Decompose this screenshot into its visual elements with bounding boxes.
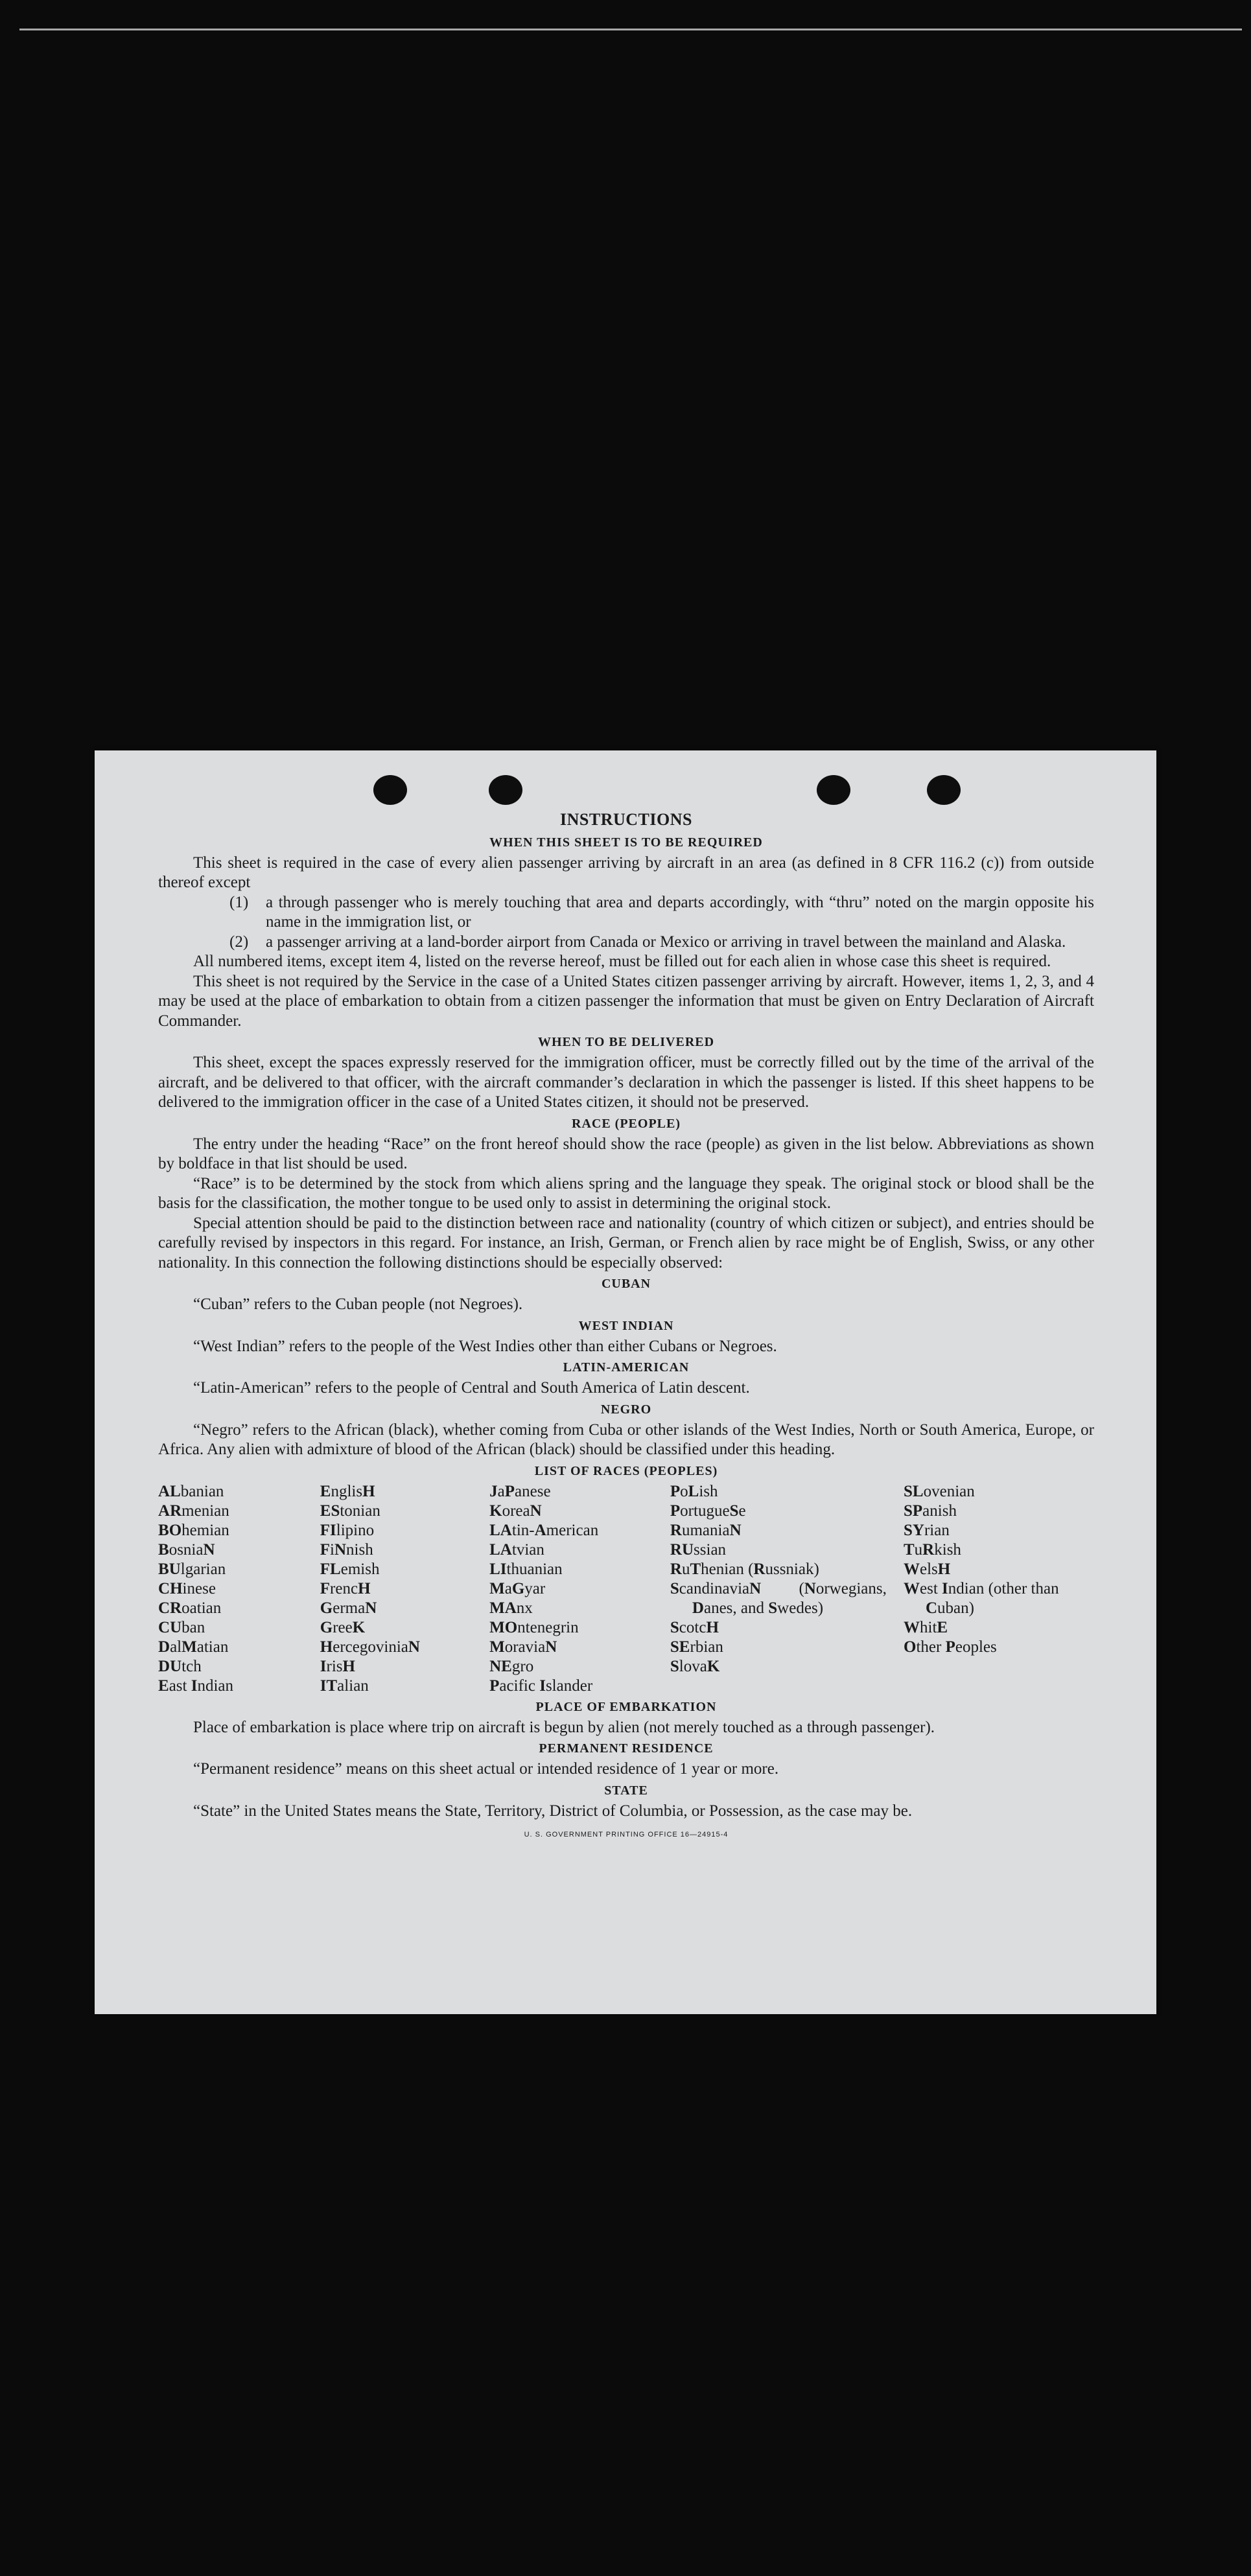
races-column	[670, 1482, 904, 1696]
printer-imprint: U. S. GOVERNMENT PRINTING OFFICE 16—24915-4	[524, 1831, 729, 1839]
race-entry: EnglisH	[320, 1482, 375, 1500]
section-heading-residence: PERMANENT RESIDENCE	[539, 1741, 714, 1756]
race-entry: RuThenian (Russniak)	[670, 1560, 819, 1578]
paragraph: “Cuban” refers to the Cuban people (not Negroes).	[193, 1295, 523, 1313]
race-entry: CRoatian	[158, 1599, 222, 1617]
race-entry: SYrian	[903, 1521, 950, 1539]
race-entry: IrisH	[320, 1657, 355, 1675]
race-entry: PortugueSe	[670, 1502, 746, 1520]
punch-hole	[373, 775, 407, 805]
race-entry: Other Peoples	[903, 1638, 997, 1656]
race-entry: East Indian	[158, 1677, 234, 1695]
paragraph: This sheet is not required by the Service in the case of a United States citizen passenger arriving by aircraft. However, items 1, 2, 3, and 4 may be used at the place of embarkation to obtain from a citizen passenger the information that must be given on Entry Declaration of Aircraft Commander.	[158, 972, 1094, 1030]
race-entry: BOhemian	[158, 1521, 229, 1539]
section-heading-west-indian: WEST INDIAN	[578, 1318, 674, 1333]
races-column	[320, 1482, 489, 1696]
list-item	[158, 893, 1094, 933]
item-number: (2)	[229, 933, 249, 951]
race-entry: LIthuanian	[489, 1560, 563, 1578]
race-entry: DUtch	[158, 1657, 202, 1675]
list-item	[158, 933, 1094, 953]
race-entry: BUlgarian	[158, 1560, 226, 1578]
race-entry: SlovaK	[670, 1657, 720, 1675]
race-entry: MoraviaN	[489, 1638, 557, 1656]
section-heading-race: RACE (PEOPLE)	[572, 1116, 681, 1131]
section-heading-required: WHEN THIS SHEET IS TO BE REQUIRED	[489, 835, 763, 850]
section-heading-latin-american: LATIN-AMERICAN	[563, 1360, 690, 1375]
race-entry: WhitE	[903, 1618, 948, 1636]
paragraph: “West Indian” refers to the people of the West Indies other than either Cubans or Negroes.	[193, 1337, 777, 1355]
section-heading-embarkation: PLACE OF EMBARKATION	[535, 1699, 717, 1714]
item-text: a passenger arriving at a land-border airport from Canada or Mexico or arriving in travel between the mainland and Alaska.	[266, 933, 1066, 951]
punch-hole	[817, 775, 850, 805]
item-text: a through passenger who is merely touching that area and departs accordingly, with “thru” noted on the margin opposite his name in the immigration list, or	[266, 893, 1094, 931]
race-entry: CUban	[158, 1618, 205, 1636]
paragraph: “State” in the United States means the State, Territory, District of Columbia, or Possession, as the case may be.	[193, 1802, 913, 1820]
race-entry: ScandinaviaN (Norwegians, Danes, and Swedes)	[670, 1579, 887, 1617]
paragraph: All numbered items, except item 4, listed on the reverse hereof, must be filled out for each alien in whose case this sheet is required.	[193, 953, 1051, 970]
paragraph: This sheet, except the spaces expressly reserved for the immigration officer, must be correctly filled out by the time of the arrival of the aircraft, and be delivered to that officer, with the aircraft commander’s declaration in which the passenger is listed. If this sheet happens to be delivered to the immigration officer in the case of a United States citizen, it should not be preserved.	[158, 1054, 1094, 1111]
paragraph: Place of embarkation is place where trip on aircraft is begun by alien (not merely touched as a through passenger).	[193, 1718, 935, 1736]
paragraph: “Permanent residence” means on this sheet actual or intended residence of 1 year or more.	[193, 1760, 779, 1778]
race-entry: PoLish	[670, 1482, 718, 1500]
page-title: INSTRUCTIONS	[560, 810, 692, 829]
race-entry: SLovenian	[903, 1482, 975, 1500]
paragraph: “Latin-American” refers to the people of Central and South America of Latin descent.	[193, 1379, 750, 1397]
section-heading-cuban: CUBAN	[601, 1277, 651, 1291]
race-entry: HercegoviniaN	[320, 1638, 420, 1656]
race-entry: DalMatian	[158, 1638, 229, 1656]
paragraph: Special attention should be paid to the distinction between race and nationality (country of which citizen or subject), and entries should be carefully revised by inspectors in this regard. For instance, an Irish, German, or French alien by race might be of English, Swiss, or any other nationality. In this connection the following distinctions should be especially observed:	[158, 1214, 1094, 1271]
race-entry: Pacific Islander	[489, 1677, 593, 1695]
paragraph: “Race” is to be determined by the stock from which aliens spring and the language they speak. The original stock or blood shall be the basis for the classification, the mother tongue to be used only to assist in determining the original stock.	[158, 1174, 1094, 1212]
paragraph: This sheet is required in the case of every alien passenger arriving by aircraft in an area (as defined in 8 CFR 116.2 (c)) from outside thereof except	[158, 853, 1094, 891]
punch-hole	[489, 775, 522, 805]
section-heading-state: STATE	[604, 1783, 648, 1798]
race-entry: FiNnish	[320, 1540, 373, 1559]
scan-edge-line	[19, 29, 1242, 30]
race-entry: MOntenegrin	[489, 1618, 579, 1636]
race-entry: BosniaN	[158, 1540, 215, 1559]
race-entry: NEgro	[489, 1657, 534, 1675]
race-entry: WelsH	[903, 1560, 951, 1578]
section-heading-negro: NEGRO	[600, 1402, 652, 1417]
race-entry: TuRkish	[903, 1540, 961, 1559]
instructions-body	[158, 810, 1094, 1845]
race-entry: GermaN	[320, 1599, 377, 1617]
race-entry: SPanish	[903, 1502, 957, 1520]
race-entry: RumaniaN	[670, 1521, 742, 1539]
section-heading-delivered: WHEN TO BE DELIVERED	[537, 1035, 715, 1049]
race-entry: LAtvian	[489, 1540, 544, 1559]
race-entry: FIlipino	[320, 1521, 375, 1539]
race-entry: FrencH	[320, 1579, 371, 1597]
race-entry: RUssian	[670, 1540, 727, 1559]
race-entry: EStonian	[320, 1502, 380, 1520]
races-column	[904, 1482, 1094, 1696]
race-entry: KoreaN	[489, 1502, 542, 1520]
paragraph: “Negro” refers to the African (black), whether coming from Cuba or other islands of the West Indies, North or South America, Europe, or Africa. Any alien with admixture of blood of the African (black) should be classified under this heading.	[158, 1421, 1094, 1458]
race-entry: ScotcH	[670, 1618, 719, 1636]
race-entry: ARmenian	[158, 1502, 229, 1520]
race-entry: ALbanian	[158, 1482, 224, 1500]
race-entry: MaGyar	[489, 1579, 546, 1597]
race-entry: JaPanese	[489, 1482, 551, 1500]
race-entry: LAtin-American	[489, 1521, 599, 1539]
races-list	[158, 1482, 1094, 1696]
document-sheet	[95, 750, 1156, 2014]
race-entry: MAnx	[489, 1599, 533, 1617]
race-entry: West Indian (other than Cuban)	[903, 1579, 1059, 1617]
section-heading-races: LIST OF RACES (PEOPLES)	[534, 1463, 718, 1478]
item-number: (1)	[229, 893, 249, 911]
race-entry: SErbian	[670, 1638, 723, 1656]
race-entry: ITalian	[320, 1677, 369, 1695]
race-entry: GreeK	[320, 1618, 366, 1636]
race-entry: CHinese	[158, 1579, 216, 1597]
races-column	[158, 1482, 320, 1696]
races-column	[489, 1482, 670, 1696]
race-entry: FLemish	[320, 1560, 380, 1578]
punch-hole	[927, 775, 961, 805]
paragraph: The entry under the heading “Race” on the front hereof should show the race (people) as given in the list below. Abbreviations as shown by boldface in that list should be used.	[158, 1135, 1094, 1172]
